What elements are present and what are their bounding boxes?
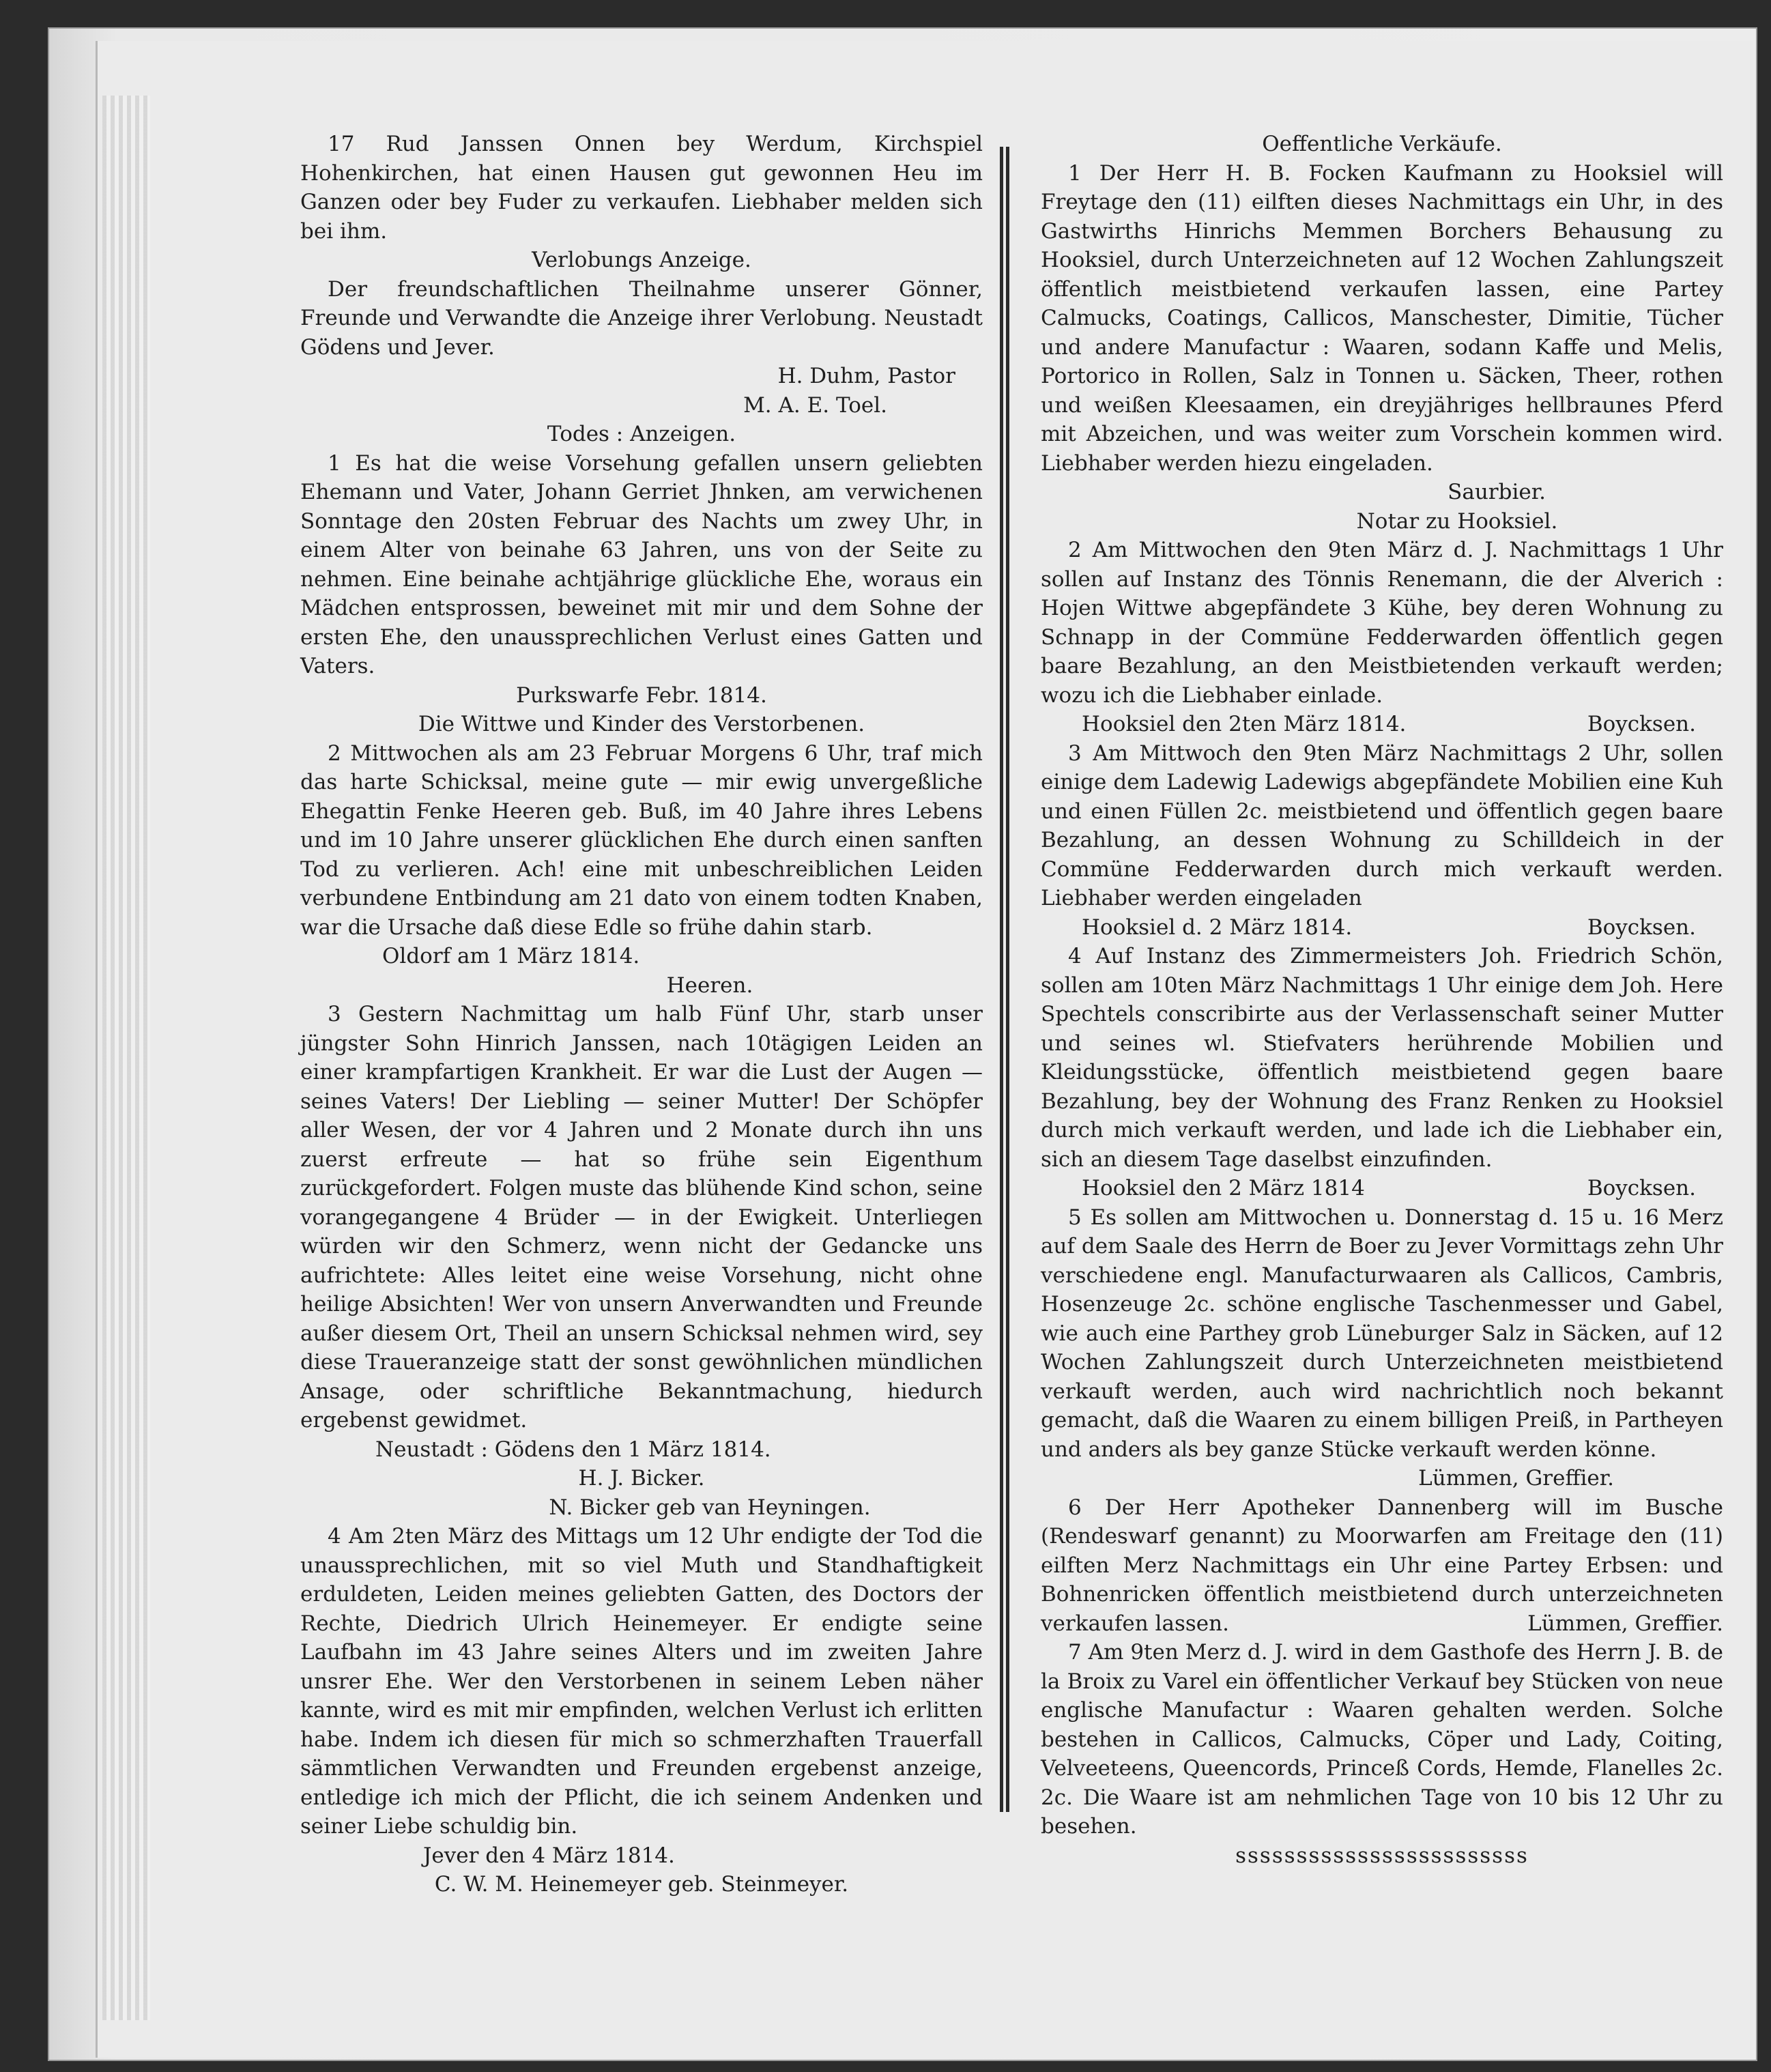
column-divider xyxy=(1000,147,1009,1812)
page-edges xyxy=(102,96,150,2020)
verkauf-5-signature: Lümmen, Greffier. xyxy=(1418,1466,1614,1491)
verlobung-text: Der freundschaftlichen Theilnahme unserer Gönner, Freunde und Verwandte die Anzeige ihrer Verlobung. Neustadt Gödens und Jever. xyxy=(300,276,983,360)
todes-notice-3: 3 Gestern Nachmittag um halb Fünf Uhr, starb unser jüngster Sohn Hinrich Janssen, nach 10tägigen Leiden an einer krampfartigen Krankheit. Er war die Lust der Augen — seines Vaters! Der Liebling — seiner Mutter! Der Schöpfer aller Wesen, der vor 4 Jahren und 2 Monate durch ihn uns zuerst erfreute — hat so frühe sein Eigenthum zurückgefordert. Folgen muste das blühende Kind schon, seine vorangegangene 4 Brüder — in der Ewigkeit. Unterliegen würden wir den Schmerz, wenn nicht der Gedancke uns aufrichtete: Alles leitet eine weise Vorsehung, nicht ohne heilige Absichten! Wer von unsern Anverwandten und Freunde außer diesem Ort, Theil an unsern Schicksal nehmen wird, sey diese Traueranzeige statt der sonst gewöhnlichen mündlichen Ansage, oder schriftliche Bekanntmachung, hiedurch ergebenst gewidmet. xyxy=(300,1002,983,1433)
verkauf-7: 7 Am 9ten Merz d. J. wird in dem Gasthofe des Herrn J. B. de la Broix zu Varel ein öffentlicher Verkauf bey Stücken von neue englische Manufactur : Waaren gehalten werden. Solche bestehen in Callicos, Calmucks, Cöper und Lady, Coiting, Velveeteens, Queencords, Princeß Cords, Hemde, Flanelles 2c. 2c. Die Waare ist am nehmlichen Tage von 10 bis 12 Uhr zu besehen. xyxy=(1041,1640,1723,1839)
verlobung-place: Neustadt Gödens und Jever. xyxy=(300,306,983,360)
todes-notice-1: 1 Es hat die weise Vorsehung gefallen unsern geliebten Ehemann und Vater, Johann Gerriet Jhnken, am verwichenen Sonntage den 20sten Februar des Nachts um zwey Uhr, in einem Alter von beinahe 63 Jahren, uns von der Seite zu nehmen. Eine beinahe achtjährige glückliche Ehe, woraus ein Mädchen entsprossen, beweinet mit mir und dem Sohne der ersten Ehe, den unaussprechlichen Verlust eines Gatten und Vaters. xyxy=(300,450,983,678)
verkauf-2-place: Hooksiel den 2ten März 1814. xyxy=(1082,712,1407,736)
verkauf-3-place: Hooksiel d. 2 März 1814. xyxy=(1082,915,1353,940)
todes-3-signature-2: N. Bicker geb van Heyningen. xyxy=(549,1495,871,1520)
ad-17: 17 Rud Janssen Onnen bey Werdum, Kirchspiel Hohenkirchen, hat einen Hausen gut gewonnen Heu im Ganzen oder bey Fuder zu verkaufen. Liebhaber melden sich bei ihm. xyxy=(300,132,983,244)
right-column xyxy=(1041,130,1723,1870)
verkauf-1-signature: Saurbier. xyxy=(1448,480,1546,504)
closing-ornament: ssssssssssssssssssssssss xyxy=(1235,1843,1529,1868)
todes-heading: Todes : Anzeigen. xyxy=(547,422,736,446)
todes-4-place: Jever den 4 März 1814. xyxy=(423,1843,675,1868)
todes-3-signature-1: H. J. Bicker. xyxy=(578,1466,705,1491)
todes-4-signature: C. W. M. Heinemeyer geb. Steinmeyer. xyxy=(434,1872,849,1897)
todes-notice-4: 4 Am 2ten März des Mittags um 12 Uhr endigte der Tod die unaussprechlichen, mit so viel Muth und Standhaftigkeit erduldeten, Leiden meines geliebten Gatten, des Doctors der Rechte, Diedrich Ulrich Heinemeyer. Er endigte seine Laufbahn im 43 Jahre seines Alters und im zweiten Jahre unsrer Ehe. Wer den Verstorbenen in seinem Leben näher kannte, wird es mit mir empfinden, welchen Verlust ich erlitten habe. Indem ich diesen für mich so schmerzhaften Trauerfall sämmtlichen Verwandten und Freunden ergebenst anzeige, entledige ich mich der Pflicht, die ich seinem Andenken und seiner Liebe schuldig bin. xyxy=(300,1524,983,1839)
verkauf-6: 6 Der Herr Apotheker Dannenberg will im Busche (Rendeswarf genannt) zu Moorwarfen am Freitage den (11) eilften Merz Nachmittags ein Uhr eine Partey Erbsen: und Bohnenricken öffentlich meistbietend durch unterzeichneten verkaufen lassen. Lümmen, Greffier. xyxy=(1041,1493,1723,1639)
verkauf-2-footer xyxy=(1041,710,1723,739)
todes-1-place: Purkswarfe Febr. 1814. xyxy=(516,682,767,708)
verlobung-heading: Verlobungs Anzeige. xyxy=(532,248,751,272)
verkaeufe-heading: Oeffentliche Verkäufe. xyxy=(1262,132,1502,156)
verkauf-4-place: Hooksiel den 2 März 1814 xyxy=(1082,1176,1365,1200)
verlobung-signature-1: H. Duhm, Pastor xyxy=(777,364,955,388)
verkauf-3: 3 Am Mittwoch den 9ten März Nachmittags 2 Uhr, sollen einige dem Ladewig Ladewigs abgepfändete Mobilien eine Kuh und einen Füllen 2c. meistbietend und öffentlich gegen baare Bezahlung, an dessen Wohnung zu Schilldeich in der Commüne Fedderwarden durch mich verkauft werden. Liebhaber werden eingeladen xyxy=(1041,740,1723,910)
verkauf-1: 1 Der Herr H. B. Focken Kaufmann zu Hooksiel will Freytage den (11) eilften dieses Nachmittags ein Uhr, in des Gastwirths Hinrichs Memmen Borchers Behausung zu Hooksiel, durch Unterzeichneten auf 12 Wochen Zahlungszeit öffentlich meistbietend verkaufen lassen, eine Partey Calmucks, Coatings, Callicos, Manschester, Dimitie, Tücher und andere Manufactur : Waaren, sodann Kaffe und Melis, Portorico in Rollen, Salz in Tonnen u. Säcken, Theer, rothen und weißen Kleesaamen, ein dreyjähriges hellbraunes Pferd mit Abzeichen, und was weiter zum Vorschein kommen wird. Liebhaber werden hiezu eingeladen. xyxy=(1041,160,1723,476)
verkauf-6-signature: Lümmen, Greffier. xyxy=(1527,1611,1723,1636)
verkauf-1-signature-2: Notar zu Hooksiel. xyxy=(1356,508,1558,534)
verkauf-3-signature: Boycksen. xyxy=(1587,915,1696,940)
todes-1-signature: Die Wittwe und Kinder des Verstorbenen. xyxy=(418,712,865,736)
verkauf-4-signature: Boycksen. xyxy=(1587,1176,1696,1200)
todes-2-place: Oldorf am 1 März 1814. xyxy=(382,944,640,968)
left-column xyxy=(300,130,983,1899)
todes-2-signature: Heeren. xyxy=(666,973,753,998)
verkauf-2: 2 Am Mittwochen den 9ten März d. J. Nachmittags 1 Uhr sollen auf Instanz des Tönnis Renemann, die der Alverich : Hojen Wittwe abgepfändete 3 Kühe, bey deren Wohnung zu Schnapp in der Commüne Fedderwarden öffentlich gegen baare Bezahlung, an den Meistbietenden verkauft werden; wozu ich die Liebhaber einlade. xyxy=(1041,538,1723,708)
verlobung-signature-2: M. A. E. Toel. xyxy=(743,392,887,418)
verkauf-4: 4 Auf Instanz des Zimmermeisters Joh. Friedrich Schön, sollen am 10ten März Nachmittags 1 Uhr einige dem Joh. Here Spechtels conscribirte aus der Verlassenschaft seiner Mutter und seines wl. Stiefvaters herührende Mobilien und Kleidungsstücke, öffentlich meistbietend gegen baare Bezahlung, bey der Wohnung des Franz Renken zu Hooksiel durch mich verkauft werden, und lade ich die Liebhaber ein, sich an diesem Tage daselbst einzufinden. xyxy=(1041,944,1723,1172)
todes-notice-2: 2 Mittwochen als am 23 Februar Morgens 6 Uhr, traf mich das harte Schicksal, meine gute — mir ewig unvergeßliche Ehegattin Fenke Heeren geb. Buß, im 40 Jahre ihres Lebens und im 10 Jahre unserer glücklichen Ehe durch einen sanften Tod zu verlieren. Ach! eine mit unbeschreiblichen Leiden verbundene Entbindung am 21 dato von einem todten Knaben, war die Ursache daß diese Edle so frühe dahin starb. xyxy=(300,740,983,940)
verkauf-3-footer xyxy=(1041,913,1723,943)
verkauf-5: 5 Es sollen am Mittwochen u. Donnerstag d. 15 u. 16 Merz auf dem Saale des Herrn de Boer zu Jever Vormittags zehn Uhr verschiedene engl. Manufacturwaaren als Callicos, Cambris, Hosenzeuge 2c. schöne englische Taschenmesser und Gabel, wie auch eine Parthey grob Lüneburger Salz in Säcken, auf 12 Wochen Zahlungszeit durch Unterzeichneten meistbietend verkauft werden, auch wird nachrichtlich noch bekannt gemacht, daß die Waaren zu einem billigen Preiß, in Partheyen und anders als bey ganze Stücke verkauft werden könne. xyxy=(1041,1205,1723,1462)
todes-3-place: Neustadt : Gödens den 1 März 1814. xyxy=(375,1437,771,1462)
verkauf-2-signature: Boycksen. xyxy=(1587,712,1696,736)
verkauf-4-footer xyxy=(1041,1174,1723,1203)
